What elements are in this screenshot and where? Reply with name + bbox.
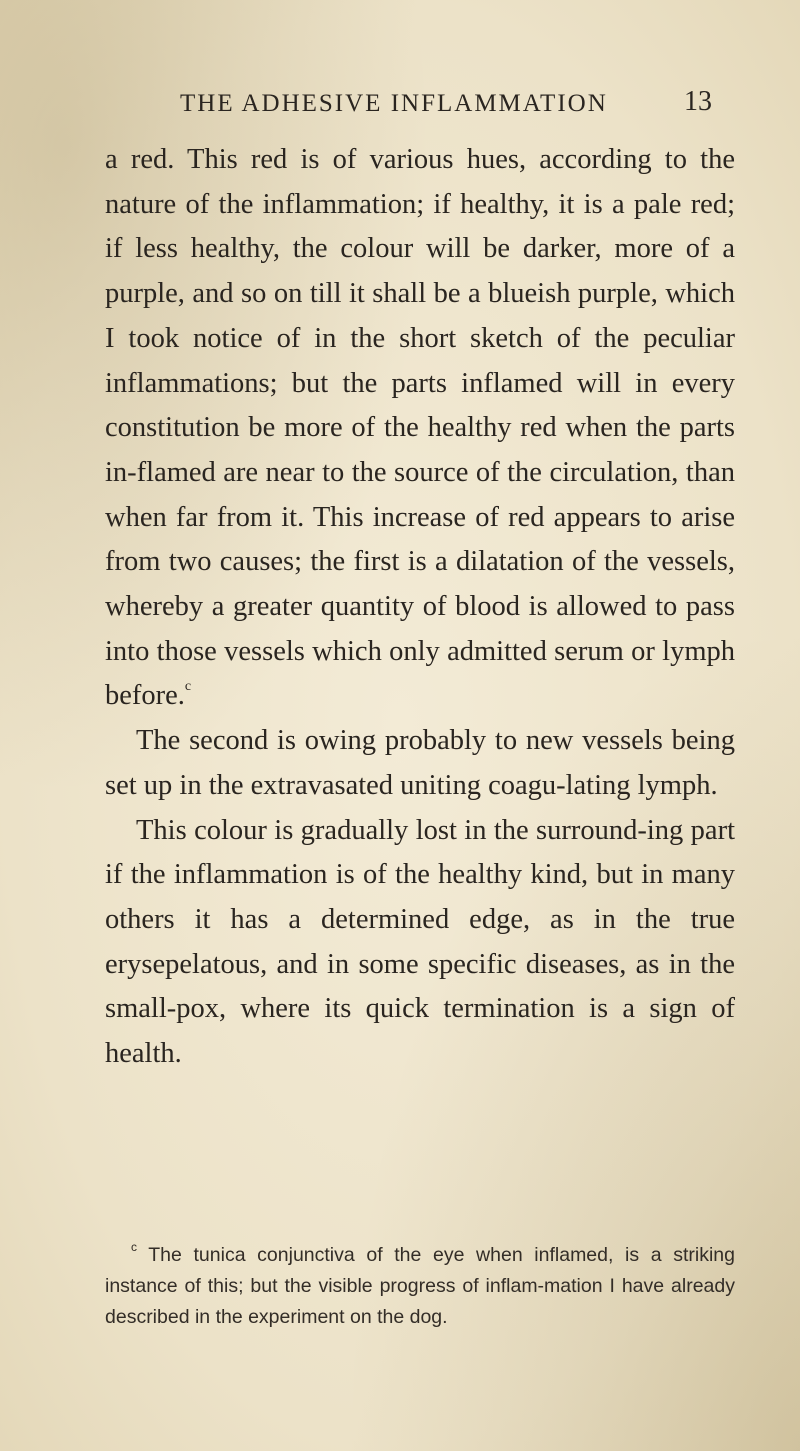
page-number: 13 (684, 86, 712, 117)
paragraph-3: This colour is gradually lost in the surround-ing part if the inflammation is of the healthy kind, but in many others it has a determined edge, as in the true erysepelatous, and in some specific diseases, as in the small-pox, where its quick termination is a sign of health. (105, 814, 735, 1070)
main-text (105, 138, 735, 1077)
footnote-marker: c (131, 1240, 137, 1254)
running-title: THE ADHESIVE INFLAMMATION (180, 90, 608, 117)
footnote-reference: c (184, 679, 192, 695)
paragraph-1 (105, 138, 735, 719)
footnote-paragraph (105, 1240, 735, 1333)
paragraph-2: The second is owing probably to new vessels being set up in the extravasated uniting coagu-lating lymph. (105, 725, 735, 801)
footnote-text: The tunica conjunctiva of the eye when inflamed, is a striking instance of this; but the visible progress of inflam-mation I have already described in the experiment on the dog. (105, 1244, 735, 1328)
footnote (105, 1240, 735, 1333)
paragraph-1-text: a red. This red is of various hues, according to the nature of the inflammation; if healthy, it is a pale red; if less healthy, the colour will be darker, more of a purple, and so on till it shall be a blueish purple, which I took notice of in the short sketch of the peculiar inflammations; but the parts inflamed will in every constitution be more of the healthy red when the parts in-flamed are near to the source of the circulation, than when far from it. This increase of red appears to arise from two causes; the first is a dilatation of the vessels, whereby a greater quantity of blood is allowed to pass into those vessels which only admitted serum or lymph before. (105, 144, 735, 712)
